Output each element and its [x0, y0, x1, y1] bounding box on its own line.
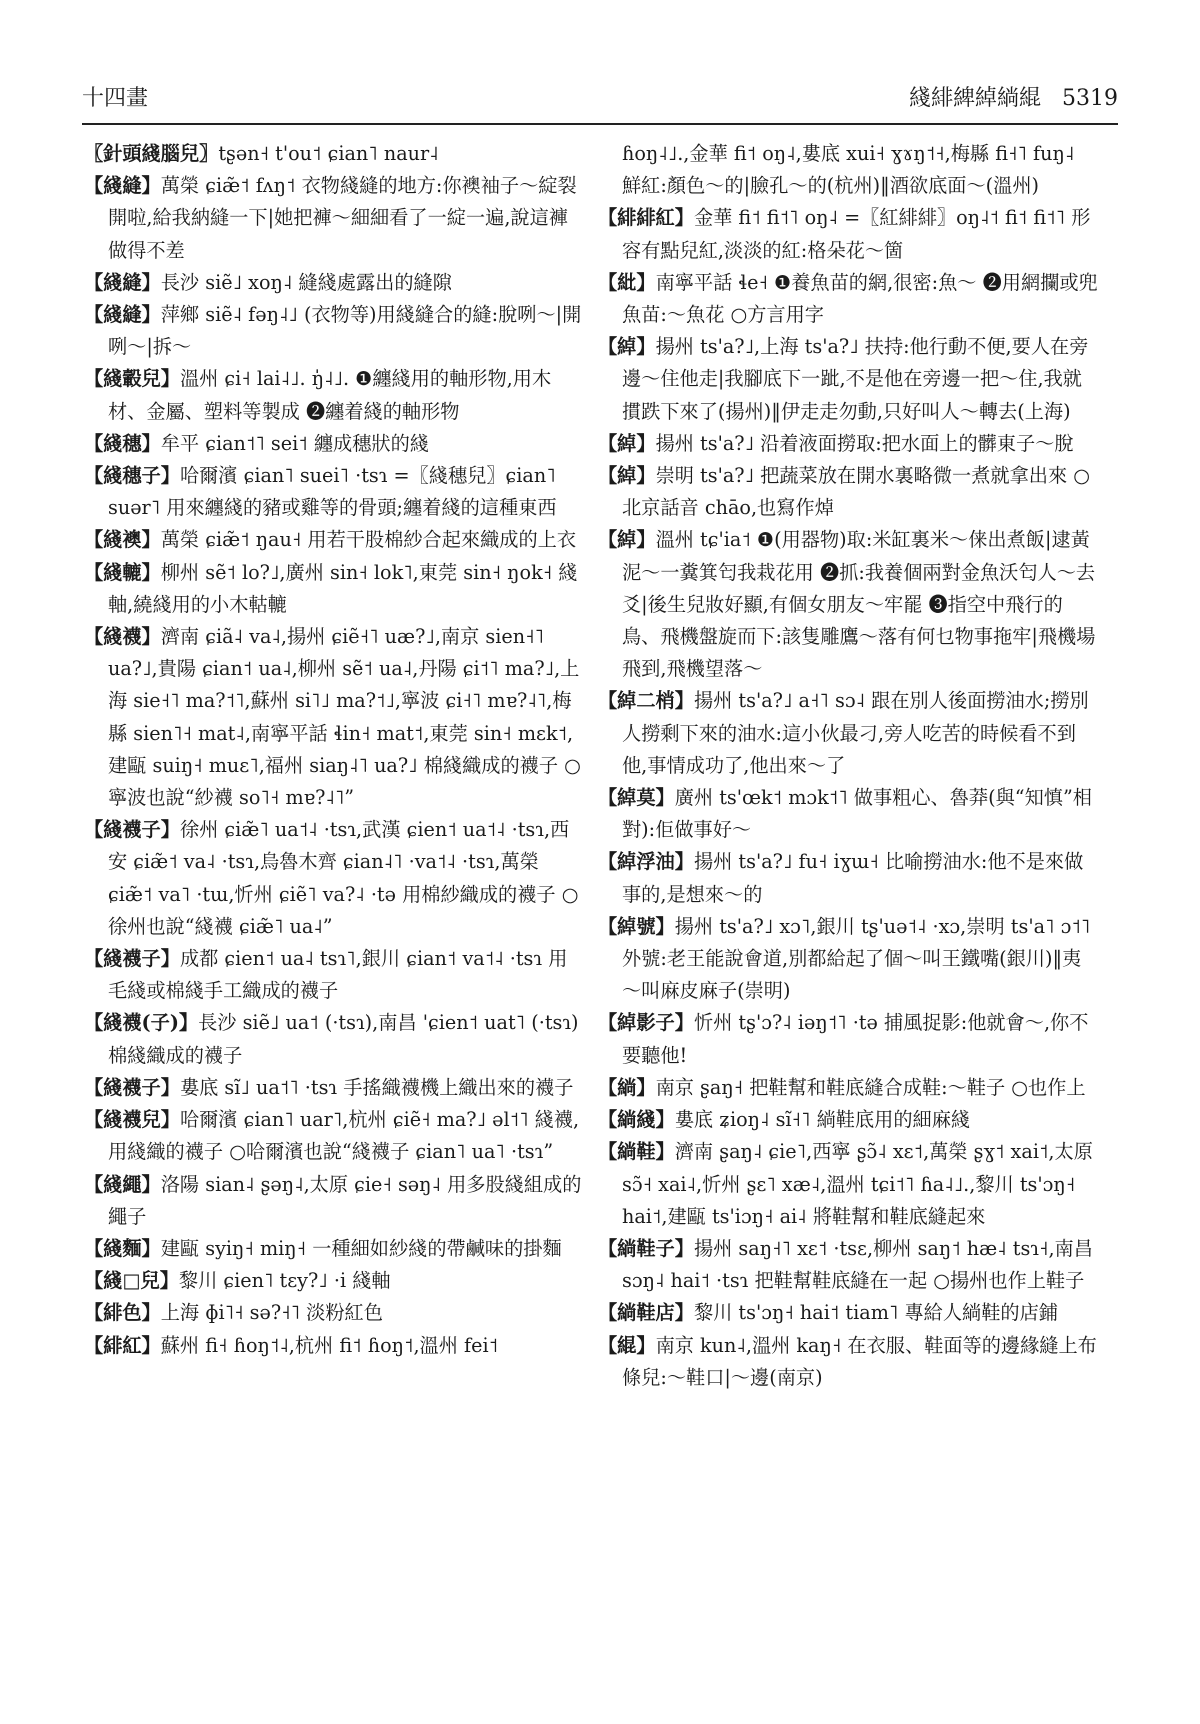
entry-headword: 【綽浮油】: [598, 850, 694, 874]
entry-body: 上海 ɸi˥˧ sə?˧˥ 淡粉紅色: [160, 1301, 383, 1325]
dictionary-entry: [598, 685, 1098, 782]
dictionary-entry: [598, 524, 1098, 685]
entry-headword: 【綫□兒】: [84, 1269, 179, 1293]
entry-body: 南京 ʂaŋ˧ 把鞋幫和鞋底縫合成鞋:～鞋子 ○也作上: [655, 1075, 1086, 1099]
dictionary-entry: [598, 1072, 1098, 1104]
dictionary-entry: [598, 138, 1098, 202]
entry-body: ɦoŋ˨˩.,金華 fi˦ oŋ˨,婁底 xui˧ ɣɤŋ˦˧,梅縣 fi˧˥ fuŋ˨ 鮮紅:顏色～的|臉孔～的(杭州)‖酒欲底面～(溫州): [622, 142, 1075, 198]
entry-body: tʂən˧ t'ou˦ ɕian˥ naur˨: [218, 142, 439, 165]
entry-body: 揚州 ts'a?˩ fu˧ iɣɯ˧ 比喻撈油水:他不是來做事的,是想來～的: [622, 850, 1084, 906]
entry-headword: 【綫穗子】: [84, 464, 180, 488]
entry-body: 溫州 ɕi˧ lai˨˩. ŋ̍˨˩. ❶纏綫用的軸形物,用木材、金屬、塑料等製成 ❷纏着綫的軸形物: [108, 367, 552, 423]
dictionary-entry: [598, 1297, 1098, 1329]
dictionary-entry: [84, 170, 584, 267]
dictionary-entry: [598, 202, 1098, 266]
entry-body: 揚州 ts'a?˩ a˧˥ sɔ˨ 跟在別人後面撈油水;撈別人撈剩下來的油水:這小伙最刁,旁人吃苦的時候看不到他,事情成功了,他出來～了: [622, 689, 1089, 777]
entry-body: 蘇州 fi˧ ɦoŋ˦˨,杭州 fi˦ ɦoŋ˦,溫州 fei˦: [160, 1333, 499, 1357]
entry-headword: 【綫襪】: [84, 625, 161, 649]
entry-headword: 〖針頭綫腦兒〗: [84, 142, 219, 165]
dictionary-entry: [598, 428, 1098, 460]
dictionary-entry: [84, 1104, 584, 1168]
entry-headword: 【綫襪兒】: [84, 1108, 180, 1132]
entry-headword: 【綫轂兒】: [84, 367, 180, 391]
dictionary-entry: [84, 943, 584, 1007]
entry-headword: 【綫縫】: [84, 174, 161, 198]
entry-body: 柳州 sẽ˦ lo?˩,廣州 sin˧ lok˥,東莞 sin˧ ŋok˧ 綫軸,繞綫用的小木軲轆: [108, 560, 578, 616]
entry-body: 建甌 syiŋ˧ miŋ˧ 一種細如紗綫的帶鹹味的掛麵: [160, 1236, 562, 1260]
dictionary-entry: [84, 138, 584, 170]
dictionary-entry: [598, 1233, 1098, 1297]
entry-body: 長沙 siẽ˩ xoŋ˨ 縫綫處露出的縫隙: [160, 270, 452, 294]
entry-body: 婁底 ʑioŋ˨ sĩ˧˥ 緔鞋底用的細麻綫: [674, 1108, 971, 1132]
entry-headword: 【綽影子】: [598, 1011, 694, 1035]
entry-headword: 【紕】: [598, 270, 656, 294]
entry-headword: 【綫縫】: [84, 303, 161, 327]
entry-body: 長沙 siẽ˩ ua˦ (·tsɿ),南昌 'ɕien˦ uat˥ (·tsɿ) 棉綫織成的襪子: [108, 1011, 579, 1067]
dictionary-entry: [84, 267, 584, 299]
header-right: [909, 81, 1118, 112]
entry-body: 萍鄉 siẽ˨ fəŋ˨˩ (衣物等)用綫縫合的縫:脫咧～|開咧～|拆～: [108, 303, 582, 359]
dictionary-entry: [84, 363, 584, 427]
entry-headword: 【綫穗】: [84, 431, 161, 455]
entry-body: 徐州 ɕiæ̃˥ ua˦˨ ·tsɿ,武漢 ɕien˦ ua˦˨ ·tsɿ,西安 ɕiæ̃˦ va˨ ·tsɿ,烏魯木齊 ɕian˨˥ ·va˦˨ ·tsɿ,萬榮 ɕiæ̃˦ va˥ ·tɯ,忻州 ɕiẽ˥ va?˨ ·tə 用棉紗織成的襪子 ○徐州也說“綫襪 ɕiæ̃˥ ua˨”: [108, 818, 579, 938]
entry-headword: 【綽】: [598, 335, 656, 359]
entry-body: 黎川 ɕien˥ tɛy?˩ ·i 綫軸: [178, 1269, 391, 1293]
entry-headword: 【綫繩】: [84, 1172, 161, 1196]
entry-body: 金華 fi˦ fi˦˥ oŋ˨ =〖紅緋緋〗oŋ˨˦ fi˦ fi˦˥ 形容有點兒紅,淡淡的紅:格朵花～箇: [622, 206, 1091, 262]
page-number: 5319: [1062, 85, 1118, 111]
entry-body: 崇明 ts'a?˩ 把蔬菜放在開水裏略微一煮就拿出來 ○北京話音 chāo,也寫作焯: [622, 464, 1090, 520]
entry-body: 溫州 tɕ'ia˦ ❶(用器物)取:米缸裏米～俫出煮飯|逮黃泥～一糞箕匄我栽花用 ❷抓:我養個兩對金魚沃匄人～去爻|後生兒妝好顯,有個女朋友～牢罷 ❸指空中飛行的鳥、飛機盤旋而下:該隻雕鷹～落有何乜物事拖牢|飛機場飛到,飛機望落～: [622, 528, 1096, 681]
entry-headword: 【緔鞋子】: [598, 1236, 694, 1260]
entry-headword: 【緋色】: [84, 1301, 161, 1325]
entry-headword: 【綫襪(子)】: [84, 1011, 199, 1035]
entry-headword: 【綽】: [598, 464, 656, 488]
dictionary-entry: [598, 1136, 1098, 1233]
dictionary-entry: [84, 1330, 584, 1362]
entry-body: 揚州 ts'a?˩ 沿着液面撈取:把水面上的髒東子～脫: [655, 431, 1074, 455]
entry-body: 揚州 ts'a?˩ xɔ˥,銀川 tʂ'uə˦˨ ·xɔ,崇明 ts'a˥ ɔ˦˥ 外號:老王能說會道,別都給起了個～叫王鐵嘴(銀川)‖夷～叫麻皮麻子(崇明): [622, 914, 1091, 1003]
dictionary-entry: [84, 1072, 584, 1104]
dictionary-entry: [84, 1007, 584, 1071]
dictionary-entry: [84, 1265, 584, 1297]
dictionary-entry: [84, 1297, 584, 1329]
dictionary-entry: [598, 911, 1098, 1008]
dictionary-entry: [598, 846, 1098, 910]
entry-body: 濟南 ɕiã˨ va˨,揚州 ɕiẽ˧˥ uæ?˩,南京 sien˧˥ ua?˩,貴陽 ɕian˦ ua˨,柳州 sẽ˦ ua˨,丹陽 ɕi˦˥ ma?˩,上海 sie˧˥ ma?˦˥,蘇州 si˥˩ ma?˦˩,寧波 ɕi˧˥ mɐ?˨˥,梅縣 sien˥˧ mat˨,南寧平話 ɬin˧ mat˦,東莞 sin˧ mɛk˦,建甌 suiŋ˧ muɛ˥,福州 siaŋ˨˥ ua?˩ 棉綫織成的襪子 ○寧波也說“紗襪 so˥˧ mɐ?˨˥”: [108, 625, 581, 810]
dictionary-entry: [84, 299, 584, 363]
page-header: [82, 78, 1118, 114]
dictionary-entry: [84, 1233, 584, 1265]
entry-body: 廣州 ts'œk˦ mɔk˦˥ 做事粗心、魯莽(與“知慎”相對):佢做事好～: [622, 786, 1092, 842]
right-column: [598, 138, 1098, 1394]
entry-headword: 【緋紅】: [84, 1333, 161, 1357]
entry-body: 黎川 ts'ɔŋ˧ hai˦ tiam˥ 專給人緔鞋的店鋪: [693, 1301, 1058, 1325]
entry-body: 哈爾濱 ɕian˥ uar˥,杭州 ɕiẽ˧ ma?˩ əl˦˥ 綫襪,用綫織的襪子 ○哈爾濱也說“綫襪子 ɕian˥ ua˥ ·tsɿ”: [108, 1108, 580, 1164]
page-characters: 綫緋綼綽緔緄: [909, 85, 1042, 111]
entry-headword: 【綽】: [598, 431, 656, 455]
dictionary-entry: [598, 267, 1098, 331]
entry-headword: 【緔鞋店】: [598, 1301, 694, 1325]
entry-body: 哈爾濱 ɕian˥ suei˥ ·tsɿ =〖綫穗兒〗ɕian˥ suər˥ 用來纏綫的豬或雞等的骨頭;纏着綫的這種東西: [108, 464, 557, 520]
dictionary-entry: [598, 1104, 1098, 1136]
entry-body: 牟平 ɕian˦˥ sei˦ 纏成穗狀的綫: [160, 431, 429, 455]
entry-body: 南寧平話 ɬe˧ ❶養魚苗的網,很密:魚～ ❷用網攔或兜魚苗:～魚花 ○方言用字: [622, 270, 1098, 327]
entry-body: 南京 kun˨,溫州 kaŋ˧ 在衣服、鞋面等的邊緣縫上布條兒:～鞋口|～邊(南京): [622, 1333, 1097, 1389]
entry-body: 萬榮 ɕiæ̃˦ fʌŋ˦ 衣物綫縫的地方:你襖袖子～綻裂開啦,給我納縫一下|她把褲～細細看了一綻一遍,說這褲做得不差: [108, 174, 577, 262]
left-column: [84, 138, 584, 1362]
entry-body: 揚州 ts'a?˩,上海 ts'a?˩ 扶持:他行動不便,要人在旁邊～住他走|我腳底下一跐,不是他在旁邊一把～住,我就摜跌下來了(揚州)‖伊走走勿動,只好叫人～轉去(上海): [622, 335, 1089, 423]
section-label: 十四畫: [82, 85, 149, 111]
entry-headword: 【綫襖】: [84, 528, 161, 552]
entry-headword: 【綫襪子】: [84, 1075, 180, 1099]
entry-headword: 【綫縫】: [84, 270, 161, 294]
entry-headword: 【綽】: [598, 528, 656, 552]
entry-body: 婁底 sĩ˩ ua˦˥ ·tsɿ 手搖織襪機上織出來的襪子: [179, 1075, 574, 1099]
entry-headword: 【綫襪子】: [84, 947, 180, 971]
dictionary-entry: [598, 782, 1098, 846]
dictionary-entry: [84, 557, 584, 621]
entry-headword: 【綫襪子】: [84, 818, 180, 842]
entry-headword: 【緔鞋】: [598, 1140, 675, 1164]
entry-body: 成都 ɕien˦ ua˨ tsɿ˥,銀川 ɕian˦ va˦˨ ·tsɿ 用毛綫或棉綫手工織成的襪子: [108, 947, 568, 1003]
dictionary-entry: [598, 331, 1098, 428]
entry-body: 揚州 saŋ˧˥ xɛ˦ ·tsɛ,柳州 saŋ˦ hæ˨ tsɿ˧,南昌 sɔŋ˨ hai˦ ·tsɿ 把鞋幫鞋底縫在一起 ○揚州也作上鞋子: [622, 1236, 1093, 1293]
entry-headword: 【緔】: [598, 1075, 656, 1099]
dictionary-entry: [84, 428, 584, 460]
dictionary-entry: [84, 814, 584, 943]
entry-headword: 【綫麵】: [84, 1236, 161, 1260]
entry-body: 洛陽 sian˨ ʂəŋ˨,太原 ɕie˧ səŋ˨ 用多股綫組成的繩子: [108, 1172, 582, 1228]
entry-headword: 【綽二梢】: [598, 689, 694, 713]
entry-body: 萬榮 ɕiæ̃˦ ŋau˧ 用若干股棉紗合起來織成的上衣: [160, 528, 577, 552]
dictionary-entry: [84, 1169, 584, 1233]
entry-headword: 【緔綫】: [598, 1108, 675, 1132]
entry-body: 濟南 ʂaŋ˨ ɕie˥,西寧 ʂɔ̃˨ xɛ˦,萬榮 ʂɣ˦ xai˦,太原 sɔ̃˧ xai˨,忻州 ʂɛ˥ xæ˨,溫州 tɕi˦˥ ɦa˨˩.,黎川 ts'ɔŋ˧ hai˦,建甌 ts'iɔŋ˧ ai˨ 將鞋幫和鞋底縫起來: [622, 1140, 1093, 1228]
entry-body: 忻州 tʂ'ɔ?˨ iəŋ˦˥ ·tə 捕風捉影:他就會～,你不要聽他!: [622, 1011, 1089, 1067]
entry-headword: 【綫轆】: [84, 560, 161, 584]
entry-headword: 【綽號】: [598, 914, 675, 938]
entry-headword: 【緄】: [598, 1333, 656, 1357]
dictionary-entry: [598, 1007, 1098, 1071]
dictionary-entry: [598, 1330, 1098, 1394]
dictionary-entry: [598, 460, 1098, 524]
entry-headword: 【緋緋紅】: [598, 206, 694, 230]
dictionary-entry: [84, 460, 584, 524]
entry-headword: 【綽莫】: [598, 786, 675, 810]
dictionary-entry: [84, 621, 584, 814]
header-rule: [82, 123, 1118, 125]
dictionary-entry: [84, 524, 584, 556]
